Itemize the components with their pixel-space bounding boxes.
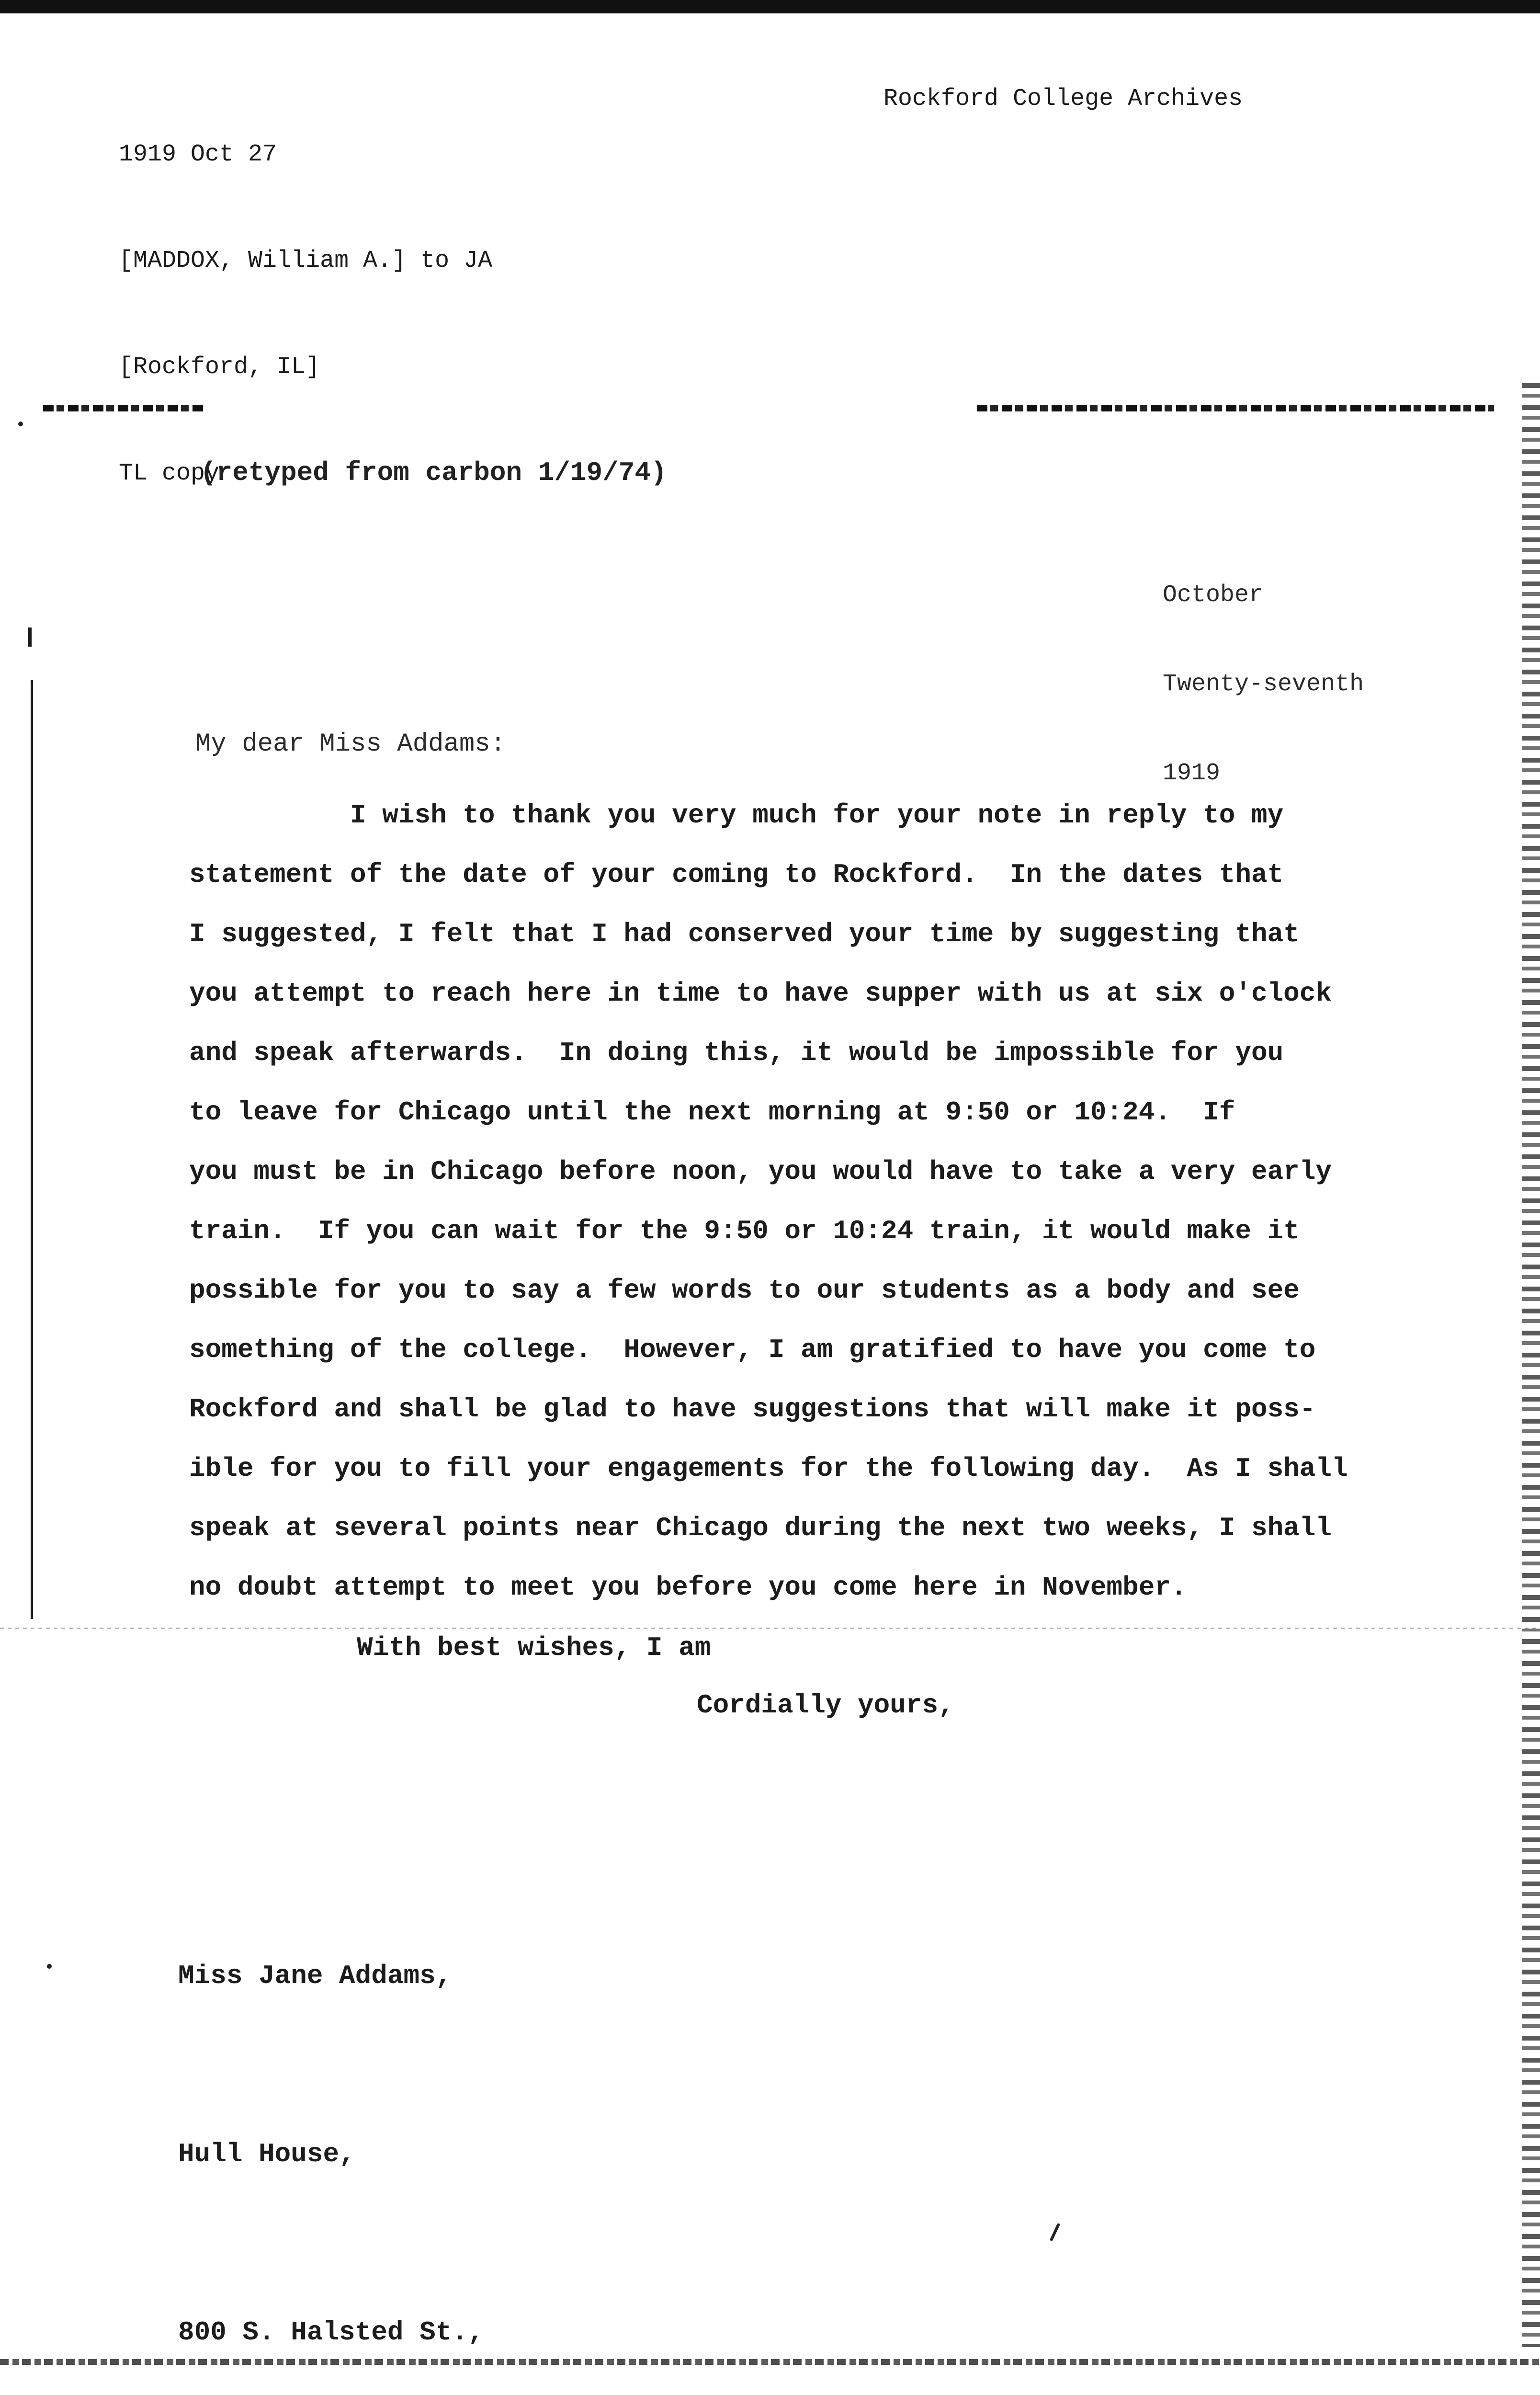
body-line: possible for you to say a few words to our students as a body and see: [189, 1275, 1300, 1306]
body-line: no doubt attempt to meet you before you come here in November.: [189, 1572, 1187, 1603]
archive-meta-line: TL copy: [119, 460, 220, 487]
body-line: you must be in Chicago before noon, you would have to take a very early: [189, 1156, 1332, 1187]
body-line: Rockford and shall be glad to have suggestions that will make it poss-: [189, 1394, 1316, 1425]
scan-left-mark: [31, 680, 33, 1619]
fold-line: [0, 1628, 1540, 1629]
letter-salutation: My dear Miss Addams:: [195, 730, 506, 759]
archive-meta-line: 1919 Oct 27: [119, 141, 277, 168]
scan-speck: [18, 422, 23, 426]
archive-name: Rockford College Archives: [883, 85, 1243, 113]
body-line: train. If you can wait for the 9:50 or 10:24 train, it would make it: [189, 1216, 1300, 1246]
archive-meta-line: [Rockford, IL]: [119, 354, 320, 381]
body-line: ible for you to fill your engagements for the following day. As I shall: [189, 1453, 1348, 1484]
body-line: speak at several points near Chicago during the next two weeks, I shall: [189, 1513, 1332, 1543]
dateline-day: Twenty-seventh: [1163, 671, 1364, 698]
retyped-note: (retyped from carbon 1/19/74): [200, 457, 667, 488]
scan-top-border: [0, 0, 1540, 13]
body-line: I suggested, I felt that I had conserved your time by suggesting that: [189, 919, 1300, 949]
recipient-address: [178, 1827, 484, 2395]
scan-speck: [47, 1964, 52, 1969]
scan-speck: [1050, 2223, 1060, 2242]
dateline-month: October: [1163, 582, 1264, 609]
letter-closing: With best wishes, I am: [357, 1632, 711, 1663]
body-line: to leave for Chicago until the next morning at 9:50 or 10:24. If: [189, 1097, 1235, 1128]
letter-body: [189, 786, 1482, 1617]
address-line: 800 S. Halsted St.,: [178, 2317, 484, 2348]
body-line: I wish to thank you very much for your note in reply to my: [189, 800, 1284, 831]
dateline-year: 1919: [1163, 760, 1221, 787]
body-line: you attempt to reach here in time to have supper with us at six o'clock: [189, 978, 1332, 1009]
carbon-rule: [977, 405, 1494, 411]
body-line: something of the college. However, I am gratified to have you come to: [189, 1334, 1316, 1365]
scan-right-edge: [1522, 383, 1540, 2347]
body-line: statement of the date of your coming to Rockford. In the dates that: [189, 859, 1284, 890]
address-line: Miss Jane Addams,: [178, 1961, 452, 1991]
letter-signoff: Cordially yours,: [697, 1690, 954, 1721]
body-line: and speak afterwards. In doing this, it would be impossible for you: [189, 1038, 1284, 1068]
address-line: Hull House,: [178, 2139, 355, 2169]
archive-meta-line: [MADDOX, William A.] to JA: [119, 247, 493, 274]
scan-left-mark: [28, 627, 32, 647]
